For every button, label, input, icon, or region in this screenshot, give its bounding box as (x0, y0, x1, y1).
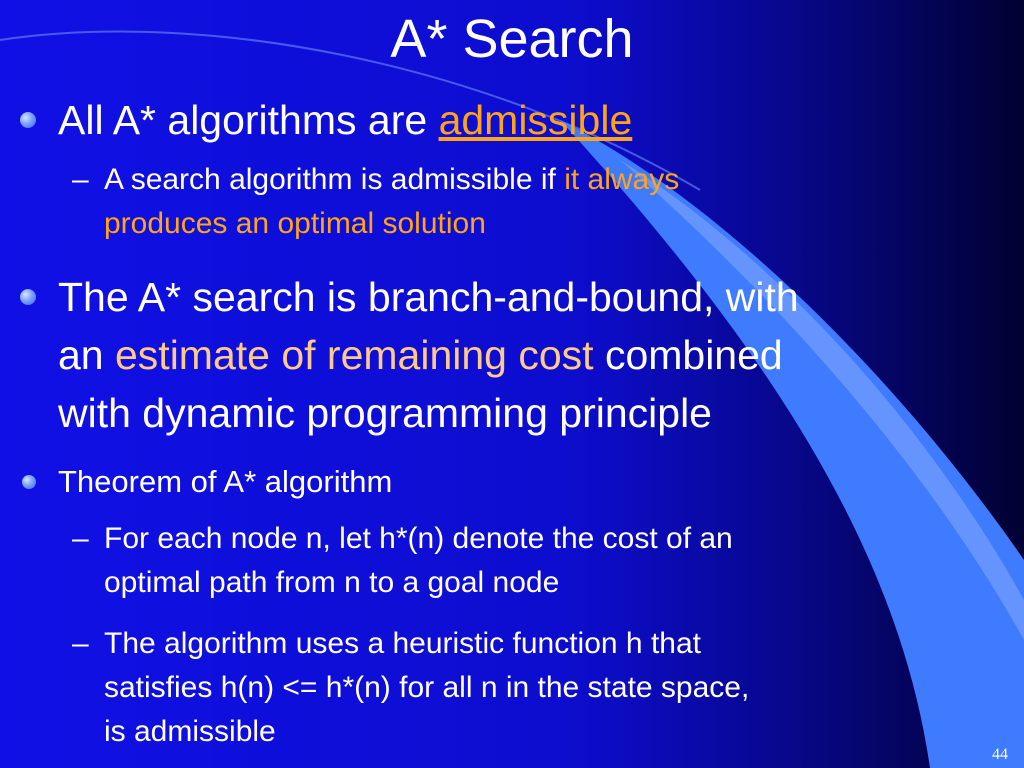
bullet-line: The A* search is branch-and-bound, with (58, 274, 799, 320)
bullet-theorem: Theorem of A* algorithm (58, 464, 393, 499)
dash-icon: – (72, 627, 89, 660)
subbullet-text: A search algorithm is admissible if (104, 163, 565, 196)
subbullet-hstar-definition (104, 517, 733, 605)
bullet-branch-and-bound (58, 268, 799, 442)
highlight-text: produces an optimal solution (104, 207, 486, 240)
bullet-line: an estimate of remaining cost combined (58, 332, 783, 378)
dash-icon: – (72, 522, 89, 555)
subbullet-heuristic (104, 622, 749, 754)
subbullet-definition (104, 158, 679, 246)
bullet-all-admissible (58, 91, 632, 149)
dash-icon: – (72, 163, 89, 196)
admissible-link[interactable]: admissible (438, 97, 633, 143)
subbullet-line: is admissible (104, 715, 276, 748)
bullet-line: with dynamic programming principle (58, 390, 712, 436)
bullet-icon (22, 475, 36, 489)
highlight-text: estimate of remaining cost (115, 332, 594, 378)
subbullet-line: satisfies h(n) <= h*(n) for all n in the state space, (104, 671, 750, 704)
subbullet-line (104, 158, 679, 202)
subbullet-line: optimal path from n to a goal node (104, 566, 560, 599)
highlight-text: it always (564, 163, 680, 196)
subbullet-line: The algorithm uses a heuristic function h that (104, 627, 701, 660)
bullet-text: All A* algorithms are (58, 97, 439, 143)
slide-title: A* Search (390, 9, 634, 69)
subbullet-line: For each node n, let h*(n) denote the cost of an (104, 522, 733, 555)
page-number: 44 (992, 746, 1008, 763)
bullet-icon (20, 112, 36, 128)
bullet-icon (20, 289, 36, 305)
